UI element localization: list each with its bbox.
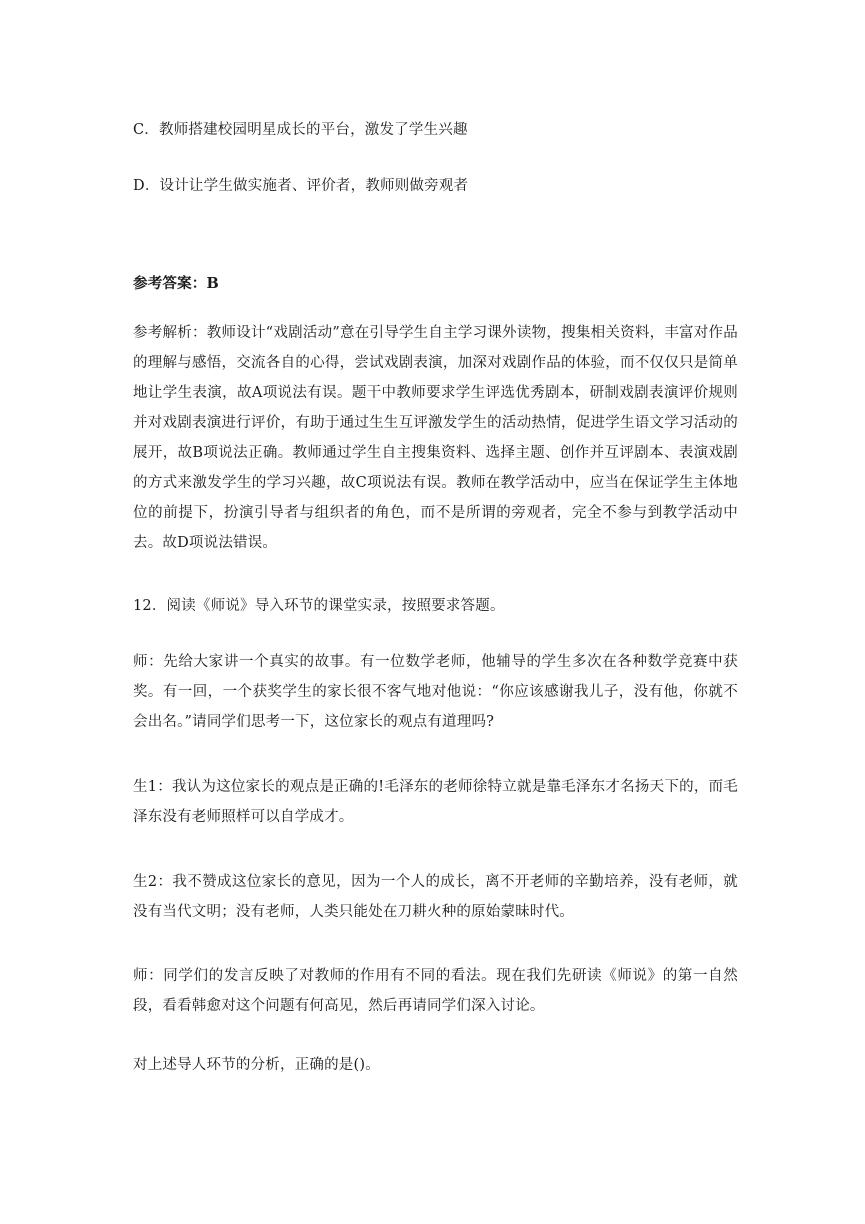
question-prompt: 对上述导人环节的分析，正确的是()。	[133, 1057, 380, 1073]
reference-analysis: 参考解析：教师设计“戏剧活动”意在引导学生自主学习课外读物，搜集相关资料，丰富对作品的理解与感悟，交流各自的心得，尝试戏剧表演，加深对戏剧作品的体验，而不仅仅只是简单地让学生表演，故A项说法有误。题干中教师要求学生评选优秀剧本，研制戏剧表演评价规则并对戏剧表演进行评价，有助于通过生生互评激发学生的活动热情，促进学生语文学习活动的展开，故B项说法正确。教师通过学生自主搜集资料、选择主题、创作并互评剧本、表演戏剧的方式来激发学生的学习兴趣，故C项说法有误。教师在教学活动中，应当在保证学生主体地位的前提下，扮演引导者与组织者的角色，而不是所谓的旁观者，完全不参与到教学活动中去。故D项说法错误。	[133, 325, 738, 551]
teacher-line-1: 师：先给大家讲一个真实的故事。有一位数学老师，他辅导的学生多次在各种数学竞赛中获奖。有一回，一个获奖学生的家长很不客气地对他说：“你应该感谢我儿子，没有他，你就不会出名。”请同学们思考一下，这位家长的观点有道理吗?	[133, 654, 738, 730]
student-2-line: 生2：我不赞成这位家长的意见，因为一个人的成长，离不开老师的辛勤培养，没有老师，就没有当代文明；没有老师，人类只能处在刀耕火种的原始蒙昧时代。	[133, 874, 738, 920]
option-d: D．设计让学生做实施者、评价者，教师则做旁观者	[133, 178, 469, 194]
option-c: C．教师搭建校园明星成长的平台，激发了学生兴趣	[133, 122, 468, 138]
student-1-line: 生1：我认为这位家长的观点是正确的!毛泽东的老师徐特立就是靠毛泽东才名扬天下的，而毛泽东没有老师照样可以自学成才。	[133, 779, 738, 825]
question-12-stem: 12．阅读《师说》导入环节的课堂实录，按照要求答题。	[133, 598, 505, 614]
reference-answer: 参考答案：B	[133, 275, 219, 292]
teacher-line-2: 师：同学们的发言反映了对教师的作用有不同的看法。现在我们先研读《师说》的第一自然段，看看韩愈对这个问题有何高见，然后再请同学们深入讨论。	[133, 968, 738, 1014]
